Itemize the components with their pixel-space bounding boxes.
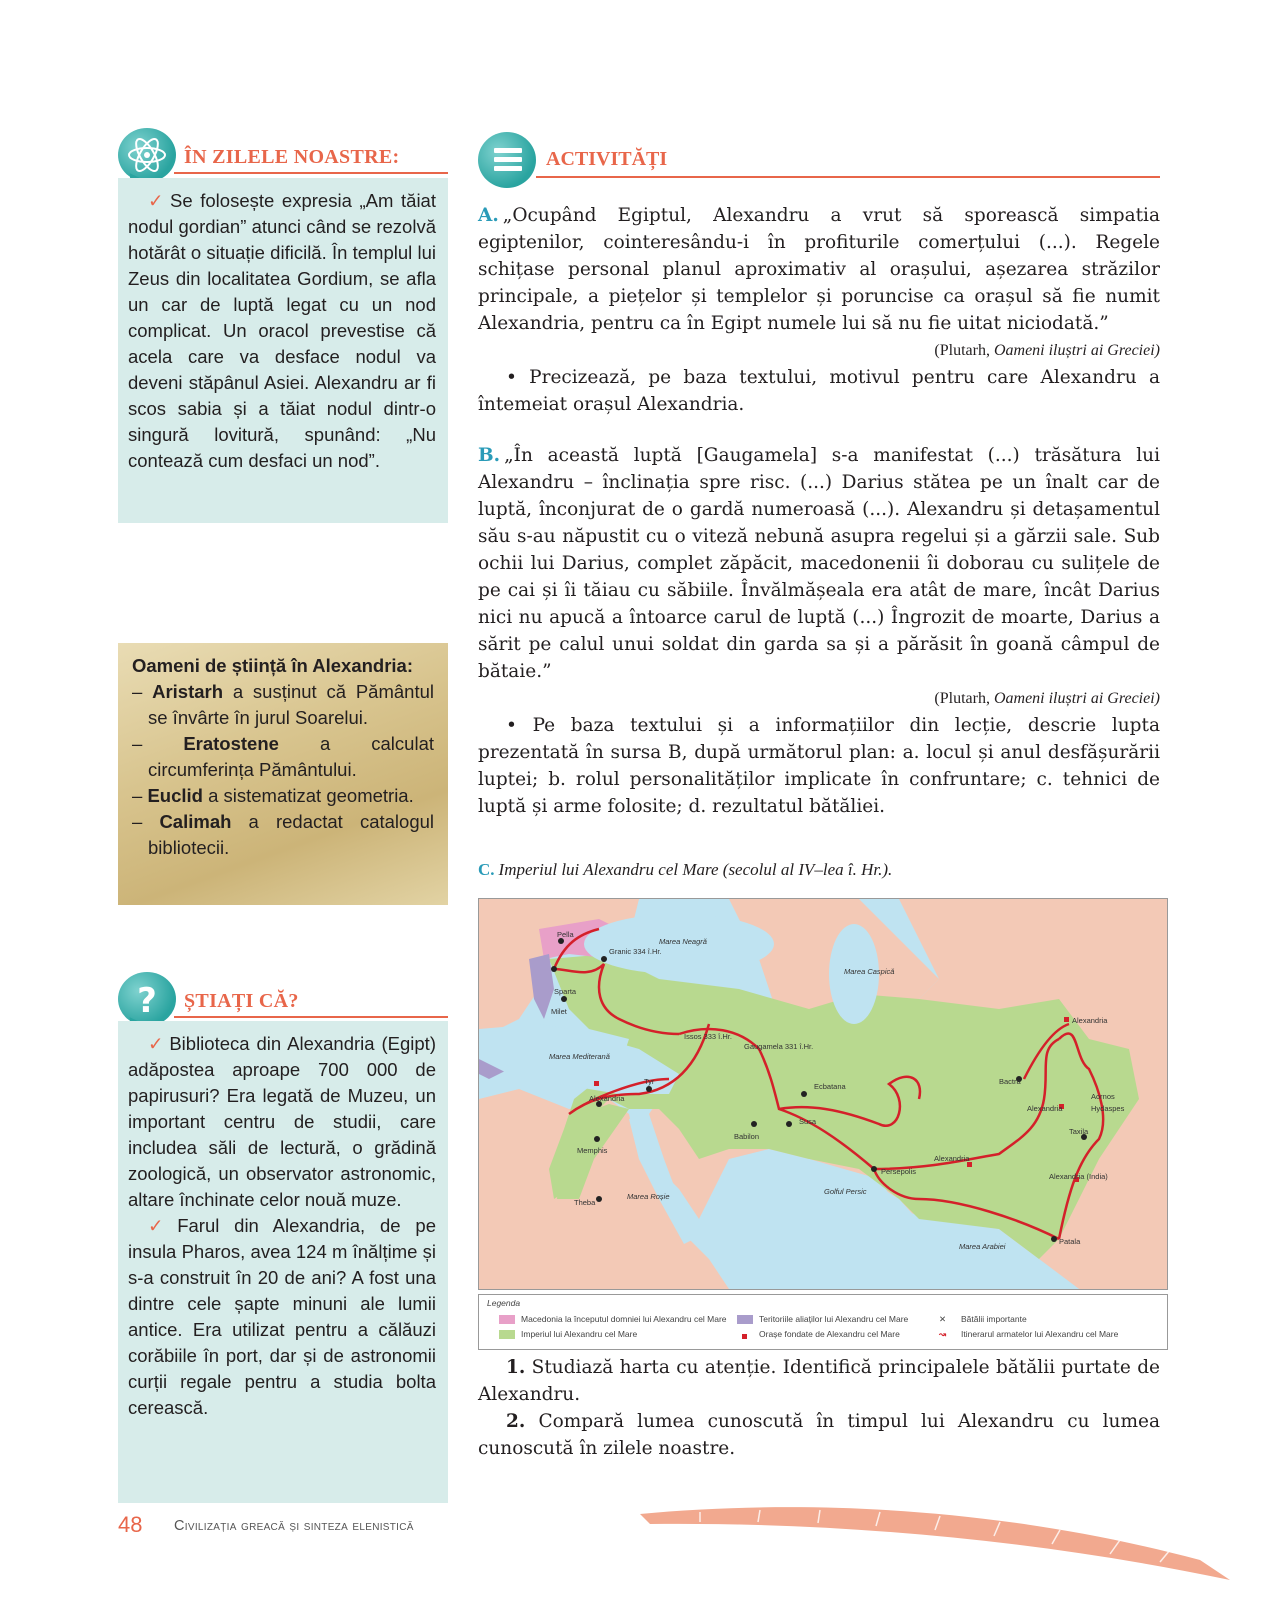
page-number: 48 xyxy=(118,1512,143,1537)
list-item: – Aristarh a susținut că Pământul se învârte în jurul Soarelui. xyxy=(132,681,434,728)
check-icon: ✓ xyxy=(148,1215,174,1236)
map-label: Golful Persic xyxy=(824,1187,867,1196)
didyouknow-p1: Biblioteca din Alexandria (Egipt) adăpostea aproape 700 000 de papirusuri? Era legată de Muzeu, un important centru de studii, care includea săli de lectură, o grădină zoologică, un observator astronomic, altare închinate celor nouă muze. xyxy=(128,1033,436,1210)
activities-title: ACTIVITĂȚI xyxy=(546,148,668,170)
nowadays-header xyxy=(118,128,448,184)
map-label: Alexandria xyxy=(1027,1104,1063,1113)
map-label: Ecbatana xyxy=(814,1082,846,1091)
divider xyxy=(536,176,1160,178)
task-b: • Pe baza textului și a informațiilor din lecție, descrie lupta prezentată în sursa B, după următorul plan: a. locul și anul desfășurării luptei; b. rolul personalităților implicate în confruntare; c. tehnici de luptă și arme folosite; d. rezultatul bătăliei. xyxy=(478,715,1160,817)
didyouknow-box xyxy=(118,1021,448,1503)
list-item: – Eratostene a calculat circumferința Pământului. xyxy=(132,733,434,780)
source-b-text: „În această luptă [Gaugamela] s-a manifestat (...) trăsătura lui Alexandru – înclinația spre risc. (...) Darius stătea pe un înalt car de luptă, înconjurat de o gardă numeroasă (...). Alexandru și detașamentul său s-au năpustit cu o viteză nebună asupra regelui și a gărzii sale. Sub ochii lui Darius, complet zăpăcit, macedonenii îi doborau cu sulițele de pe cai și îi tăiau cu săbiile. Învălmășeala era atât de mare, încât Darius nici nu apucă a întoarce carul de luptă (...) Îngrozit de moarte, Darius a sărit pe calul unui soldat din garda sa și a părăsit în goană câmpul de bătaie.” xyxy=(478,445,1160,682)
empire-map xyxy=(478,898,1168,1290)
scientists-title: Oameni de știință în Alexandria: xyxy=(132,655,413,676)
source-a-citation: (Plutarh, Oameni iluștri ai Greciei) xyxy=(934,342,1160,359)
map-label: Tyr xyxy=(644,1077,655,1086)
check-icon: ✓ xyxy=(148,1033,166,1054)
source-b: B. „În această luptă [Gaugamela] s-a manifestat (...) trăsătura lui Alexandru – înclinația spre risc. (...) Darius stătea pe un înalt car de luptă, înconjurat de o gardă numeroasă (...). Alexandru și detașamentul său s-au năpustit cu o viteză nebună asupra regelui și a gărzii sale. Sub ochii lui Darius, complet zăpăcit, macedonenii îi doborau cu sulițele de pe cai și îi tăiau cu săbiile. Învălmășeala era atât de mare, încât Darius nici nu apucă a întoarce carul de luptă (...) Îngrozit de moarte, Darius a sărit pe calul unui soldat din garda sa și a părăsit în goană câmpul de bătaie.” (Plutarh, Oameni iluștri ai Greciei) • Pe baza textului și a informațiilor din lecție, descrie lupta prezentată în sursa B, după următorul plan: a. locul și anul desfășurării luptei; b. rolul personalităților implicate în confruntare; c. tehnici de luptă și arme folosite; d. rezultatul bătăliei. xyxy=(478,442,1160,820)
question-2: 2. Compară lumea cunoscută în timpul lui Alexandru cu lumea cunoscută în zilele noastre. xyxy=(478,1411,1160,1459)
map-label: Marea Neagră xyxy=(659,937,707,946)
didyouknow-p2: Farul din Alexandria, de pe insula Pharos, avea 124 m înălțime și s-a construit în 20 de ani? A fost una dintre cele șapte minuni ale lumii antice. Era utilizat pentru a călăuzi corăbiile în port, dar și de astronomii curții regale pentru a studia bolta cerească. xyxy=(128,1215,436,1418)
map-label: Marea Mediterană xyxy=(549,1052,610,1061)
list-item: – Calimah a redactat catalogul bibliotecii. xyxy=(132,811,435,858)
map-caption: C. Imperiul lui Alexandru cel Mare (secolul al IV–lea î. Hr.). xyxy=(478,860,893,879)
map-label: Alexandria xyxy=(1072,1016,1108,1025)
legend-item: Orașe fondate de Alexandru cel Mare xyxy=(737,1328,900,1340)
divider xyxy=(174,172,448,174)
crossed-swords-icon: ✕ xyxy=(939,1314,947,1324)
decorative-border xyxy=(640,1500,1260,1599)
source-a: A. „Ocupând Egiptul, Alexandru a vrut să sporească simpatia egiptenilor, cointeresându-i în profiturile comerțului (...). Regele schițase personal planul aproximativ al orașului, așezarea străzilor principale, a piețelor și templelor și poruncise ca orașul să fie numit Alexandria, pentru ca în Egipt numele lui să nu fie uitat niciodată.” (Plutarh, Oameni iluștri ai Greciei) • Precizează, pe baza textului, motivul pentru care Alexandru a întemeiat orașul Alexandria. xyxy=(478,202,1160,418)
map-label: Persepolis xyxy=(881,1167,917,1176)
legend-title: Legenda xyxy=(487,1298,521,1308)
map-label: Taxila xyxy=(1069,1127,1089,1136)
map-legend xyxy=(478,1294,1168,1350)
map-label: Pella xyxy=(557,930,574,939)
map-label: Alexandria (India) xyxy=(1049,1172,1108,1181)
legend-item: Imperiul lui Alexandru cel Mare xyxy=(499,1328,637,1340)
map-label: Alexandria xyxy=(934,1154,970,1163)
map-label: Issos 333 î.Hr. xyxy=(684,1032,732,1041)
question-icon xyxy=(118,972,176,1026)
chapter-title: Civilizația greacă și sinteza elenistică xyxy=(174,1518,414,1534)
map-label: Bactra xyxy=(999,1077,1021,1086)
didyouknow-title: ȘTIAȚI CĂ? xyxy=(184,990,299,1012)
scientists-box xyxy=(118,643,448,905)
map-label: Theba xyxy=(574,1198,596,1207)
nowadays-box xyxy=(118,178,448,523)
map-label: Memphis xyxy=(577,1146,608,1155)
legend-item: Teritoriile aliaților lui Alexandru cel Mare xyxy=(737,1313,908,1325)
legend-item: ✕ Bătălii importante xyxy=(939,1314,1027,1324)
map-label: Susa xyxy=(799,1117,817,1126)
map-label: Granic 334 î.Hr. xyxy=(609,947,662,956)
map-label: Hydaspes xyxy=(1091,1104,1125,1113)
legend-item: Macedonia la începutul domniei lui Alexandru cel Mare xyxy=(499,1313,727,1325)
atom-icon xyxy=(118,128,176,182)
source-a-text: „Ocupând Egiptul, Alexandru a vrut să sporească simpatia egiptenilor, cointeresându-i în profiturile comerțului (...). Regele schițase personal planul aproximativ al orașului, așezarea străzilor principale, a piețelor și templelor și poruncise ca orașul să fie numit Alexandria, pentru ca în Egipt numele lui să nu fie uitat niciodată.” xyxy=(478,205,1160,334)
legend-item: ↝ Itinerarul armatelor lui Alexandru cel Mare xyxy=(939,1329,1119,1339)
map-label: Marea Arabiei xyxy=(959,1242,1006,1251)
source-b-citation: (Plutarh, Oameni iluștri ai Greciei) xyxy=(934,690,1160,707)
map-label: Gaugamela 331 î.Hr. xyxy=(744,1042,814,1051)
map-label: Alexandria xyxy=(589,1094,625,1103)
nowadays-text: Se folosește expresia „Am tăiat nodul gordian” atunci când se rezolvă hotărât o situație dificilă. În templul lui Zeus din localitatea Gordium, se afla un car de luptă legat cu un nod complicat. Un oracol prevestise că acela care va desface nodul va deveni stăpânul Asiei. Alexandru ar fi scos sabia și a tăiat nodul dintr-o singură lovitură, spunând: „Nu contează cum desfaci un nod”. xyxy=(128,190,436,471)
map-label: Patala xyxy=(1059,1237,1081,1246)
map-label: Sparta xyxy=(554,987,577,996)
route-arrow-icon: ↝ xyxy=(939,1329,947,1339)
map-label: Milet xyxy=(551,1007,567,1016)
list-item: – Euclid a sistematizat geometria. xyxy=(132,785,414,806)
map-label: Marea Roșie xyxy=(627,1192,670,1201)
map-label: Babilon xyxy=(734,1132,760,1141)
task-a: • Precizează, pe baza textului, motivul pentru care Alexandru a întemeiat orașul Alexandria. xyxy=(478,367,1160,415)
list-icon xyxy=(478,132,536,188)
nowadays-title: ÎN ZILELE NOASTRE: xyxy=(184,146,400,168)
map-label: Marea Caspică xyxy=(844,967,895,976)
check-icon: ✓ xyxy=(148,190,166,211)
question-1: 1. Studiază harta cu atenție. Identifică principalele bătălii purtate de Alexandru. xyxy=(478,1357,1160,1405)
didyouknow-header xyxy=(118,972,448,1028)
svg-text:?: ? xyxy=(137,981,157,1021)
map-label: Aornos xyxy=(1091,1092,1115,1101)
divider xyxy=(174,1016,448,1018)
activities-header xyxy=(478,132,1160,192)
